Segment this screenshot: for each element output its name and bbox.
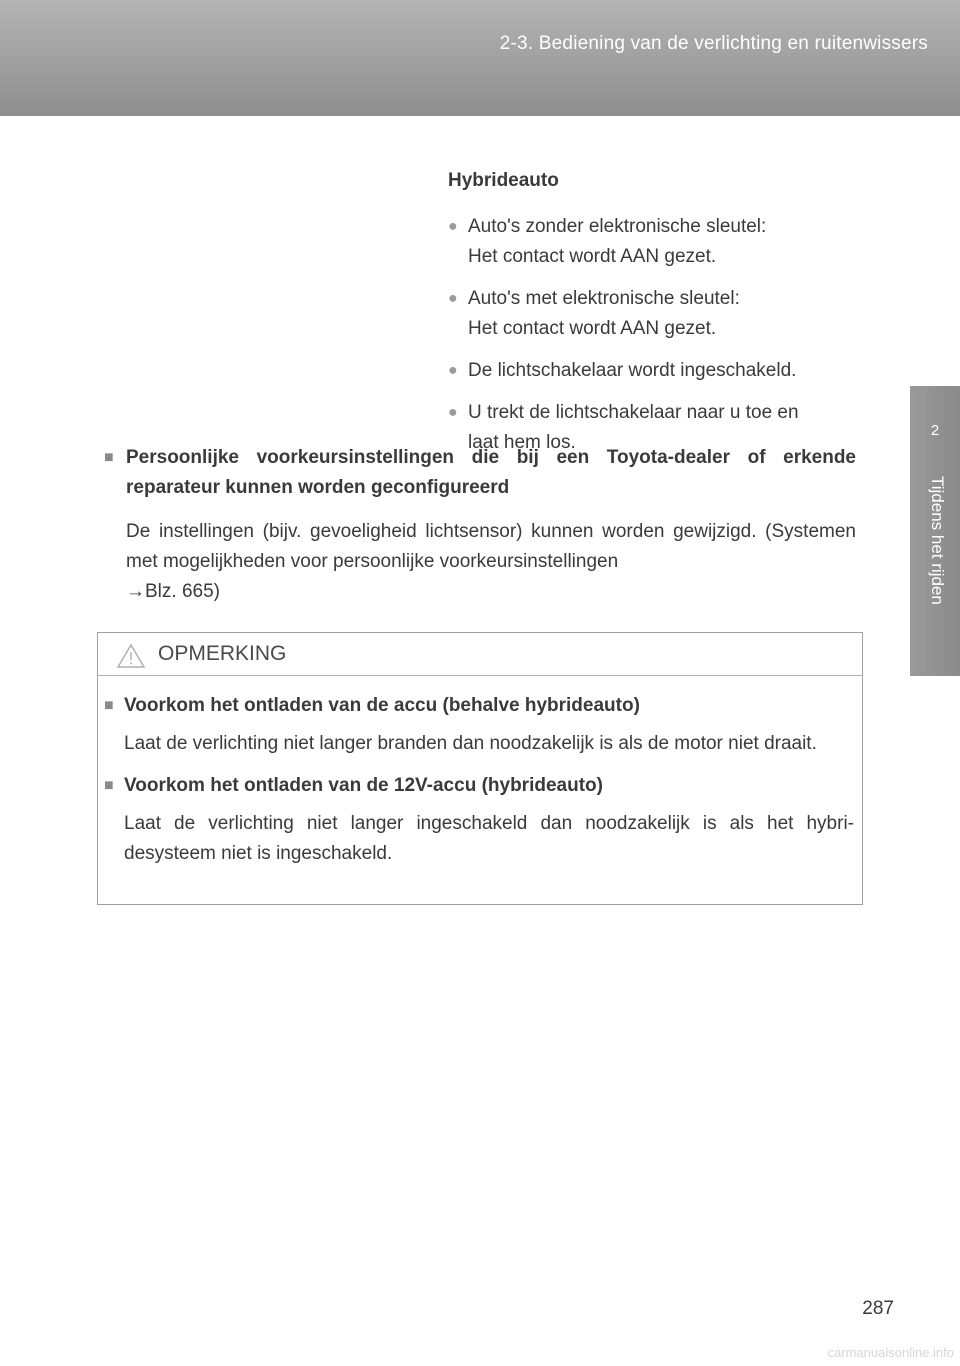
list-item-line: Het contact wordt AAN gezet. bbox=[468, 246, 717, 267]
list-item-line: De lichtschakelaar wordt ingeschakeld. bbox=[468, 360, 797, 381]
bullet-icon: ● bbox=[448, 290, 458, 307]
chapter-side-tab bbox=[910, 386, 960, 676]
watermark-url: carmanualsonline.info bbox=[827, 1345, 954, 1360]
notice-item-heading: Voorkom het ontladen van de accu (behalve hybrideauto) bbox=[124, 695, 640, 716]
bullet-icon: ● bbox=[448, 404, 458, 421]
section-heading-wrap bbox=[104, 443, 856, 503]
list-item-line: Het contact wordt AAN gezet. bbox=[468, 318, 717, 339]
list-item-line: Auto's met elektronische sleutel: bbox=[468, 288, 740, 309]
page-header bbox=[0, 0, 960, 116]
square-bullet-icon: ■ bbox=[104, 697, 114, 714]
chapter-title: 2-3. Bediening van de verlichting en ruitenwissers bbox=[499, 33, 928, 54]
notice-item bbox=[104, 691, 854, 759]
notice-body bbox=[104, 691, 854, 881]
notice-item bbox=[104, 771, 854, 869]
list-item bbox=[448, 212, 868, 272]
page-number: 287 bbox=[862, 1298, 894, 1319]
personal-settings-section bbox=[104, 443, 856, 607]
notice-title: OPMERKING bbox=[158, 642, 287, 665]
hybrid-heading: Hybrideauto bbox=[448, 170, 559, 191]
notice-box bbox=[97, 632, 863, 905]
list-item-line: Auto's zonder elektronische sleutel: bbox=[468, 216, 767, 237]
list-item bbox=[448, 356, 868, 386]
list-item bbox=[448, 284, 868, 344]
bullet-icon: ● bbox=[448, 362, 458, 379]
notice-item-body: Laat de verlichting niet langer ingeschakeld dan noodzakelijk is als het hybri-desysteem niet is ingeschakeld. bbox=[124, 813, 854, 864]
square-bullet-icon: ■ bbox=[104, 777, 114, 794]
notice-header bbox=[98, 633, 862, 676]
hybrid-conditions bbox=[448, 166, 868, 470]
notice-item-body: Laat de verlichting niet langer branden dan noodzakelijk is als de motor niet draait. bbox=[124, 733, 817, 754]
page-reference-link[interactable]: →Blz. 665) bbox=[126, 581, 220, 602]
notice-item-heading: Voorkom het ontladen van de 12V-accu (hybrideauto) bbox=[124, 775, 603, 796]
section-heading: Persoonlijke voorkeursinstellingen die bij een Toyota-dealer of erkende reparateur kunnen worden geconfigureerd bbox=[126, 447, 856, 498]
chapter-number: 2 bbox=[930, 422, 940, 439]
bullet-icon: ● bbox=[448, 218, 458, 235]
square-bullet-icon: ■ bbox=[104, 449, 114, 466]
warning-triangle-icon bbox=[116, 643, 146, 669]
section-body: De instellingen (bijv. gevoeligheid lichtsensor) kunnen worden gewijzigd. (Systemen met mogelijkheden voor persoonlijke voorkeursinstellingen bbox=[126, 521, 856, 572]
list-item-line: U trekt de lichtschakelaar naar u toe en bbox=[468, 402, 799, 423]
list-item-line: laat hem los. bbox=[468, 432, 576, 453]
chapter-label: Tijdens het rijden bbox=[928, 476, 947, 605]
